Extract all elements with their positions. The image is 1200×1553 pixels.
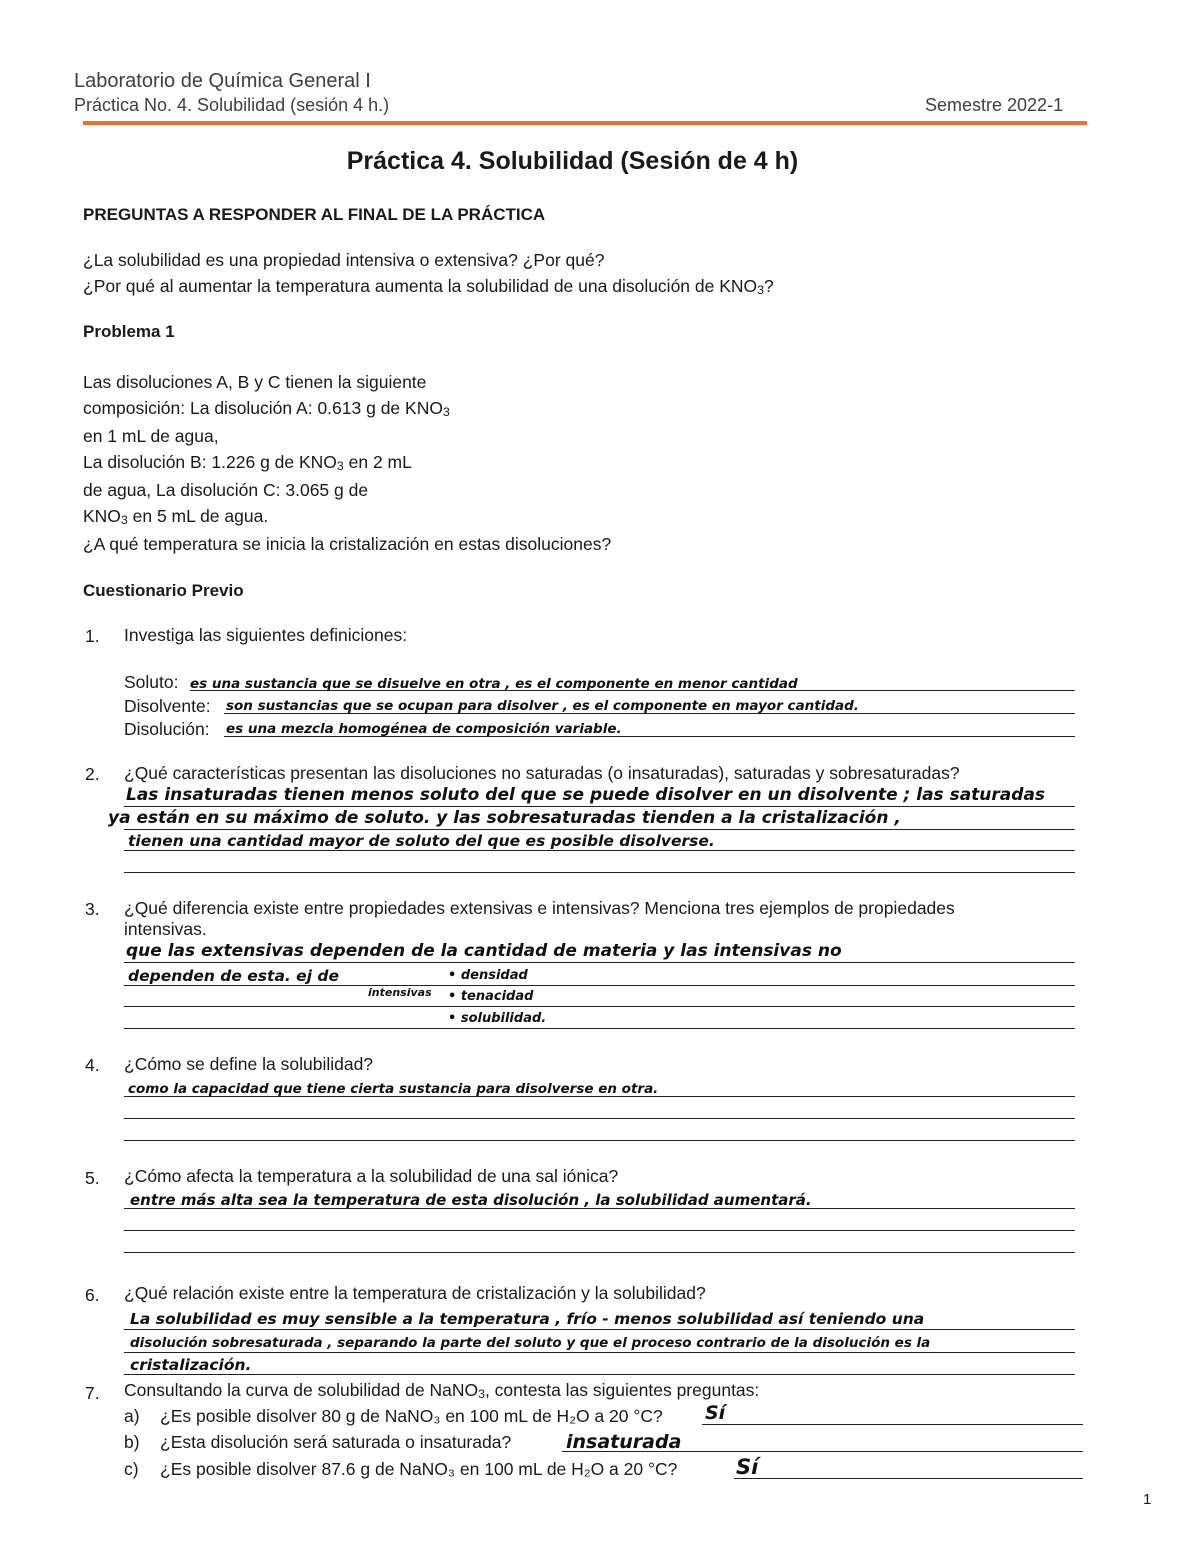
q7a-text: ¿Es posible disolver 80 g de NaNO₃ en 100 mL de H₂O a 20 °C? — [160, 1406, 663, 1426]
q2-answer-1: Las insaturadas tienen menos soluto del que se puede disolver en un disolvente ; las saturadas — [126, 785, 1046, 805]
q3-number: 3. — [85, 899, 100, 919]
q7-number: 7. — [85, 1383, 100, 1403]
q2-line-4 — [124, 872, 1075, 873]
problem-text: Las disoluciones A, B y C tienen la siguiente composición: La disolución A: 0.613 g de $KNO_3$ en 1 mL de agua, La disolución B: 1.226 g de $KNO_3$ en 2 mL de agua, La disolución C: 3.065 g de $KNO_3$ en 5 mL de agua. ¿A qué temperatura se inicia la cristalización en estas disoluciones? — [83, 372, 612, 554]
q7c-answer: Sí — [736, 1455, 759, 1479]
q4-line-2 — [124, 1118, 1075, 1119]
q7b-label: b) — [124, 1432, 140, 1452]
q5-number: 5. — [85, 1168, 100, 1188]
q5-text: ¿Cómo afecta la temperatura a la solubilidad de una sal iónica? — [124, 1166, 619, 1186]
q3-bullet-1: • densidad — [448, 968, 528, 983]
disolucion-line — [224, 736, 1075, 737]
q4-number: 4. — [85, 1055, 100, 1075]
disolvente-answer: son sustancias que se ocupan para disolver , es el componente en mayor cantidad. — [226, 698, 859, 714]
disolvente-line — [224, 713, 1075, 714]
q6-answer-1: La solubilidad es muy sensible a la temperatura , frío - menos solubilidad así teniendo una — [130, 1310, 925, 1328]
q5-line-1 — [124, 1208, 1075, 1209]
soluto-answer: es una sustancia que se disuelve en otra , es el componente en menor cantidad — [190, 676, 798, 692]
problem-heading: Problema 1 — [83, 322, 175, 341]
q6-answer-2: disolución sobresaturada , separando la parte del soluto y que el proceso contrario de la disolución es la — [130, 1335, 931, 1351]
q2-answer-3: tienen una cantidad mayor de soluto del que es posible disolverse. — [128, 832, 715, 850]
disolucion-label: Disolución: — [124, 719, 210, 739]
q1-number: 1. — [85, 626, 100, 646]
q4-line-1 — [124, 1096, 1075, 1097]
q3-line-1 — [124, 962, 1075, 963]
q3-intensivas-label: intensivas — [368, 986, 432, 999]
q2-number: 2. — [85, 764, 100, 784]
q5-line-2 — [124, 1230, 1075, 1231]
page-number: 1 — [1143, 1491, 1152, 1508]
questionnaire-heading: Cuestionario Previo — [83, 581, 244, 600]
q6-answer-3: cristalización. — [130, 1356, 252, 1374]
q3-bullet-2: • tenacidad — [448, 989, 534, 1004]
q7b-answer: insaturada — [566, 1431, 682, 1453]
q3-text-1: ¿Qué diferencia existe entre propiedades extensivas e intensivas? Menciona tres ejemplos de propiedades — [124, 898, 955, 918]
q7a-answer: Sí — [705, 1402, 726, 1424]
q7b-line — [562, 1451, 1083, 1452]
header-semester: Semestre 2022-1 — [925, 95, 1064, 115]
q3-line-4 — [124, 1028, 1075, 1029]
q3-text-2: intensivas. — [124, 919, 207, 939]
page-title: Práctica 4. Solubilidad (Sesión de 4 h) — [346, 147, 799, 175]
questions-heading: PREGUNTAS A RESPONDER AL FINAL DE LA PRÁCTICA — [83, 205, 546, 224]
q7c-line — [734, 1478, 1083, 1479]
q5-line-3 — [124, 1252, 1075, 1253]
soluto-line — [190, 690, 1075, 691]
disolucion-answer: es una mezcla homogénea de composición variable. — [226, 721, 622, 737]
header-course: Laboratorio de Química General I — [74, 70, 371, 92]
q3-bullet-3: • solubilidad. — [448, 1011, 547, 1026]
q2-line-2 — [124, 829, 1075, 830]
q7a-line — [702, 1424, 1083, 1425]
q6-number: 6. — [85, 1285, 100, 1305]
q7-text: Consultando la curva de solubilidad de NaNO$_3$, contesta las siguientes preguntas: — [124, 1380, 760, 1402]
q2-text: ¿Qué características presentan las disoluciones no saturadas (o insaturadas), saturadas y sobresaturadas? — [124, 763, 960, 783]
disolvente-label: Disolvente: — [124, 696, 211, 716]
q7a-label: a) — [124, 1406, 140, 1426]
q6-line-3 — [124, 1374, 1075, 1375]
q4-answer: como la capacidad que tiene cierta sustancia para disolverse en otra. — [128, 1081, 659, 1097]
q4-text: ¿Cómo se define la solubilidad? — [124, 1054, 374, 1074]
header-practice: Práctica No. 4. Solubilidad (sesión 4 h.) — [74, 95, 390, 115]
q5-answer: entre más alta sea la temperatura de esta disolución , la solubilidad aumentará. — [130, 1191, 812, 1209]
q7c-text: ¿Es posible disolver 87.6 g de NaNO₃ en 100 mL de H₂O a 20 °C? — [160, 1459, 678, 1479]
q7c-label: c) — [124, 1459, 139, 1479]
q3-line-2 — [124, 985, 1075, 986]
q3-answer-2: dependen de esta. ej de — [128, 967, 340, 985]
q6-text: ¿Qué relación existe entre la temperatura de cristalización y la solubilidad? — [124, 1283, 706, 1303]
q3-line-3 — [124, 1006, 1075, 1007]
question-temperature: ¿Por qué al aumentar la temperatura aumenta la solubilidad de una disolución de $KNO_3$? — [83, 276, 774, 298]
q6-line-2 — [124, 1352, 1075, 1353]
question-intensive: ¿La solubilidad es una propiedad intensiva o extensiva? ¿Por qué? — [83, 250, 605, 270]
q2-answer-2: ya están en su máximo de soluto. y las sobresaturadas tienden a la cristalización , — [108, 808, 901, 828]
soluto-label: Soluto: — [124, 672, 179, 692]
q3-answer-1: que las extensivas dependen de la cantidad de materia y las intensivas no — [126, 941, 842, 961]
q2-line-1 — [124, 806, 1075, 807]
q6-line-1 — [124, 1329, 1075, 1330]
header-rule — [83, 121, 1087, 125]
q4-line-3 — [124, 1140, 1075, 1141]
q1-text: Investiga las siguientes definiciones: — [124, 625, 408, 645]
q7b-text: ¿Esta disolución será saturada o insaturada? — [160, 1432, 512, 1452]
q2-line-3 — [124, 850, 1075, 851]
